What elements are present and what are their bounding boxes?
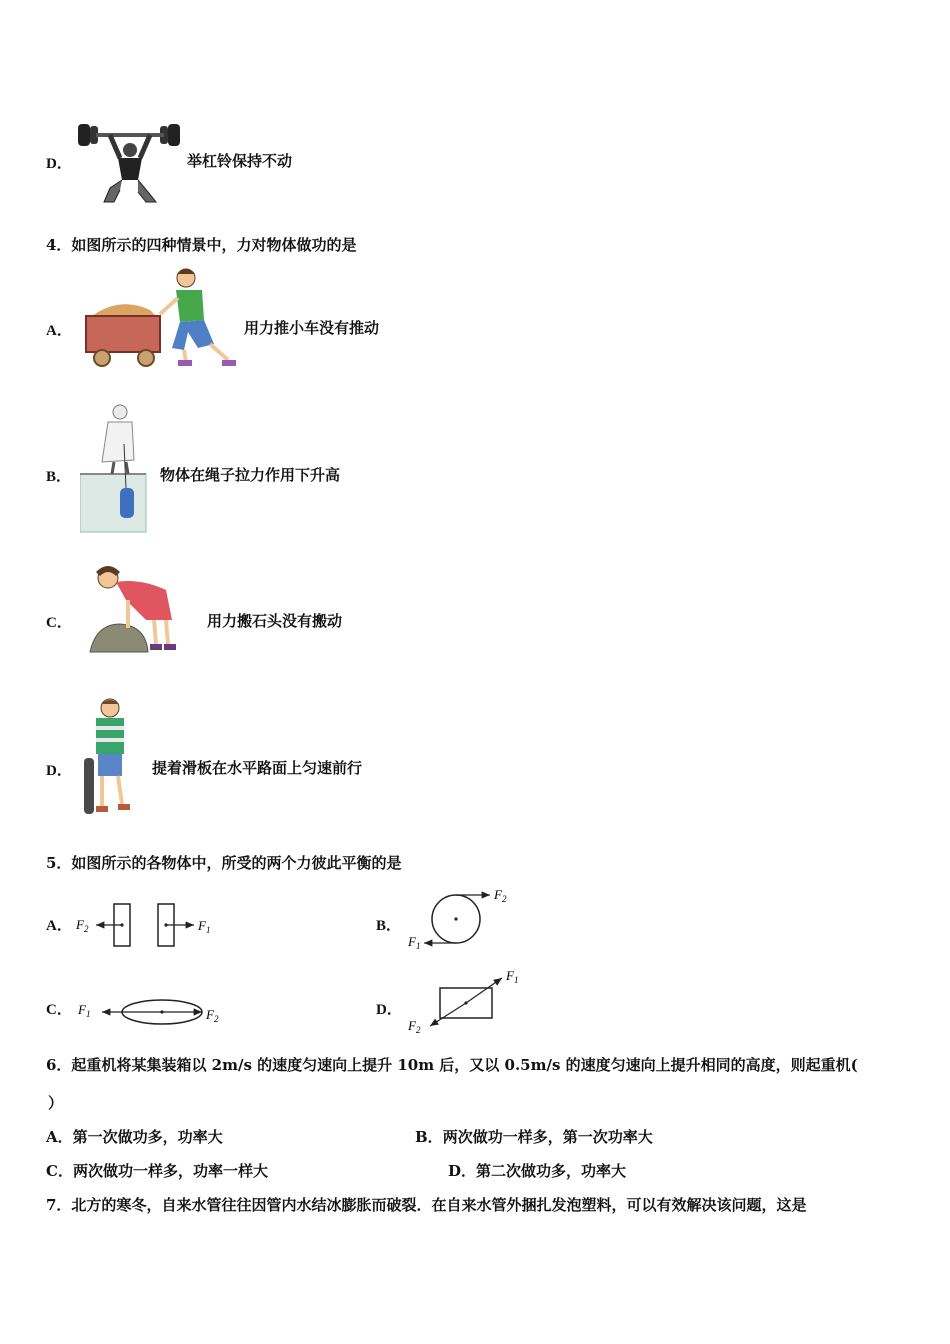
label-f1-a: $F_1$ bbox=[198, 918, 211, 935]
force-diagram-c bbox=[74, 992, 230, 1032]
label-f2-d: $F_2$ bbox=[408, 1018, 421, 1035]
q3-option-d-text: 举杠铃保持不动 bbox=[187, 152, 293, 170]
weightlifter-illustration bbox=[76, 108, 184, 206]
label-f2-b: $F_2$ bbox=[494, 887, 507, 904]
label-f2-c: $F_2$ bbox=[206, 1007, 219, 1024]
force-diagram-b bbox=[406, 886, 516, 952]
q4-option-b-text: 物体在绳子拉力作用下升高 bbox=[160, 466, 341, 484]
q4-option-c-text: 用力搬石头没有搬动 bbox=[207, 612, 343, 630]
q4-option-a-text: 用力推小车没有推动 bbox=[244, 319, 380, 337]
q4-option-a-letter: A． bbox=[46, 323, 72, 339]
q5-stem: 5．如图所示的各物体中，所受的两个力彼此平衡的是 bbox=[46, 854, 402, 872]
q4-stem: 4．如图所示的四种情景中，力对物体做功的是 bbox=[46, 236, 357, 254]
q3-option-d-letter: D． bbox=[46, 156, 72, 172]
q6-stem: 6．起重机将某集装箱以 2m/s 的速度匀速向上提升 10m 后，又以 0.5m/s 的速度匀速向上提升相同的高度，则起重机( bbox=[46, 1056, 858, 1074]
q4-option-b-letter: B． bbox=[46, 469, 72, 485]
q6-option-a: A．第一次做功多，功率大 bbox=[46, 1128, 223, 1146]
q6-option-d: D．第二次做功多，功率大 bbox=[448, 1162, 627, 1180]
label-f2-a: $F_2$ bbox=[76, 917, 89, 934]
force-diagram-a bbox=[74, 896, 222, 952]
label-f1-b: $F_1$ bbox=[408, 934, 421, 951]
label-f1-d: $F_1$ bbox=[506, 968, 519, 985]
boy-pushing-cart-illustration bbox=[80, 264, 242, 372]
q5-option-c-letter: C． bbox=[46, 1002, 72, 1018]
q4-option-d-letter: D． bbox=[46, 763, 72, 779]
q7-stem: 7．北方的寒冬，自来水管往往因管内水结冰膨胀而破裂．在自来水管外捆扎发泡塑料，可以有效解决该问题，这是 bbox=[46, 1196, 807, 1214]
q5-option-a-letter: A． bbox=[46, 918, 72, 934]
force-diagram-d bbox=[404, 966, 528, 1036]
q5-option-d-letter: D． bbox=[376, 1002, 402, 1018]
q4-option-d-text: 提着滑板在水平路面上匀速前行 bbox=[152, 759, 363, 777]
man-lifting-bucket-illustration bbox=[80, 404, 152, 534]
q5-option-b-letter: B． bbox=[376, 918, 402, 934]
label-f1-c: $F_1$ bbox=[78, 1002, 91, 1019]
q6-stem-tail: ） bbox=[48, 1094, 64, 1112]
boy-carrying-skateboard-illustration bbox=[82, 698, 138, 822]
q4-option-c-letter: C． bbox=[46, 615, 72, 631]
q6-option-b: B．两次做功一样多，第一次功率大 bbox=[415, 1128, 653, 1146]
q6-option-c: C．两次做功一样多，功率一样大 bbox=[46, 1162, 268, 1180]
girl-lifting-rock-illustration bbox=[86, 560, 186, 658]
